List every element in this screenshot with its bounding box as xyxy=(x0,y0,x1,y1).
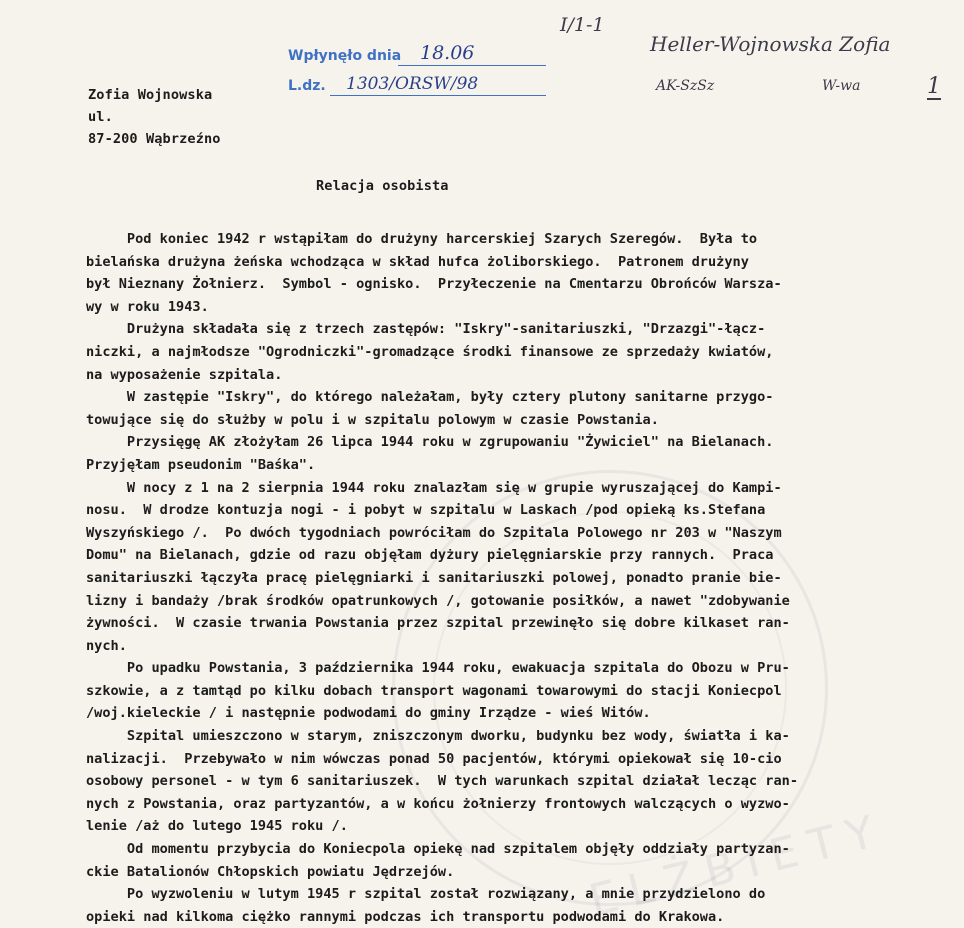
stamp-line xyxy=(330,95,546,96)
body-line: opieki nad kilkoma ciężko rannymi podczas ich transportu podwodami do Krakowa. xyxy=(86,908,725,925)
body-line: nosu. W drodze kontuzja nogi - i pobyt w szpitalu w Laskach /pod opieką ks.Stefana xyxy=(86,502,766,519)
body-line: Przyjęłam pseudonim "Baśka". xyxy=(86,456,316,473)
body-line: W zastępie "Iskry", do którego należałam, były cztery plutony sanitarne przygo- xyxy=(86,389,774,406)
body-line: Przysięgę AK złożyłam 26 lipca 1944 roku w zgrupowaniu "Żywiciel" na Bielanach. xyxy=(86,434,774,451)
body-line: Od momentu przybycia do Koniecpola opiekę nad szpitalem objęły oddziały partyzan- xyxy=(86,841,790,858)
body-line: niczki, a najmłodsze "Ogrodniczki"-gromadzące środki finansowe ze sprzedaży kwiatów, xyxy=(86,343,774,360)
document-body xyxy=(86,228,798,928)
body-line: Domu" na Bielanach, gdzie od razu objęłam dyżury pielęgniarskie przy rannych. Praca xyxy=(86,547,774,564)
stamp-ldz-row xyxy=(286,74,546,98)
body-line: towujące się do służby w polu i w szpitalu polowym w czasie Powstania. xyxy=(86,411,659,428)
body-line: osobowy personel - w tym 6 sanitariuszek. W tych warunkach szpital działał lecząc ran- xyxy=(86,773,799,790)
body-line: bielańska drużyna żeńska wchodząca w skład hufca żoliborskiego. Patronem drużyny xyxy=(86,253,749,270)
archive-signature: I/1-1 xyxy=(560,14,605,36)
handwritten-city: W-wa xyxy=(822,78,861,94)
document-title: Relacja osobista xyxy=(316,178,449,194)
stamp-received-date: 18.06 xyxy=(420,42,475,64)
body-line: /woj.kieleckie / i następnie podwodami do gminy Irządze - wieś Witów. xyxy=(86,705,651,722)
body-line: Wyszyńskiego /. Po dwóch tygodniach powróciłam do Szpitala Polowego nr 203 w "Naszym xyxy=(86,524,782,541)
body-line: Drużyna składała się z trzech zastępów: "Iskry"-sanitariuszki, "Drzazgi"-łącz- xyxy=(86,321,766,338)
stamp-received-label: Wpłynęło dnia xyxy=(288,48,402,64)
body-line: był Nieznany Żołnierz. Symbol - ognisko. Przyłeczenie na Cmentarzu Obrońców Warsza- xyxy=(86,276,782,293)
sender-name: Zofia Wojnowska xyxy=(88,87,213,103)
body-line: W nocy z 1 na 2 sierpnia 1944 roku znalazłam się w grupie wyruszającej do Kampi- xyxy=(86,479,782,496)
body-line: Szpital umieszczono w starym, zniszczonym dworku, budynku bez wody, światła i ka- xyxy=(86,728,790,745)
stamp-ldz-label: L.dz. xyxy=(288,78,326,94)
body-line: lizny i bandaży /brak środków opatrunkowych /, gotowanie posiłków, a nawet "zdobywanie xyxy=(86,592,790,609)
body-line: wy w roku 1943. xyxy=(86,298,209,315)
handwritten-code: AK-SzSz xyxy=(656,78,715,94)
stamp-ldz-number: 1303/ORSW/98 xyxy=(346,74,479,94)
body-line: nalizacji. Przebywało w nim wówczas ponad 50 pacjentów, którymi opiekował się 10-cio xyxy=(86,750,782,767)
body-line: nych. xyxy=(86,637,127,654)
body-line: sanitariuszki łączyła pracę pielęgniarki i sanitariuszki polowej, ponadto pranie bie- xyxy=(86,569,782,586)
body-line: Po upadku Powstania, 3 października 1944 roku, ewakuacja szpitala do Obozu w Pru- xyxy=(86,660,790,677)
stamp-line xyxy=(398,65,546,66)
body-line: Po wyzwoleniu w lutym 1945 r szpital został rozwiązany, a mnie przydzielono do xyxy=(86,886,766,903)
seal-text: ELŻBIETY xyxy=(584,804,891,927)
body-line: ckie Batalionów Chłopskich powiatu Jędrzejów. xyxy=(86,863,455,880)
stamp-received-row xyxy=(286,44,546,68)
body-line: nych z Powstania, oraz partyzantów, a w końcu żołnierzy frontowych walczących o wyzwo- xyxy=(86,795,790,812)
body-line: Pod koniec 1942 r wstąpiłam do drużyny harcerskiej Szarych Szeregów. Była to xyxy=(86,231,758,247)
registry-stamp xyxy=(286,38,546,100)
body-line: lenie /aż do lutego 1945 roku /. xyxy=(86,818,348,835)
sender-street: ul. xyxy=(88,109,113,125)
body-line: na wyposażenie szpitala. xyxy=(86,366,283,383)
body-line: szkowie, a z tamtąd po kilku dobach transport wagonami towarowymi do stacji Koniecpol xyxy=(86,682,782,699)
sender-city: 87-200 Wąbrzeźno xyxy=(88,131,221,147)
handwritten-name: Heller-Wojnowska Zofia xyxy=(650,32,891,56)
page-number: 1 xyxy=(927,74,941,99)
body-line: żywności. W czasie trwania Powstania przez szpital przewinęło się dobre kilkaset ran- xyxy=(86,615,790,632)
